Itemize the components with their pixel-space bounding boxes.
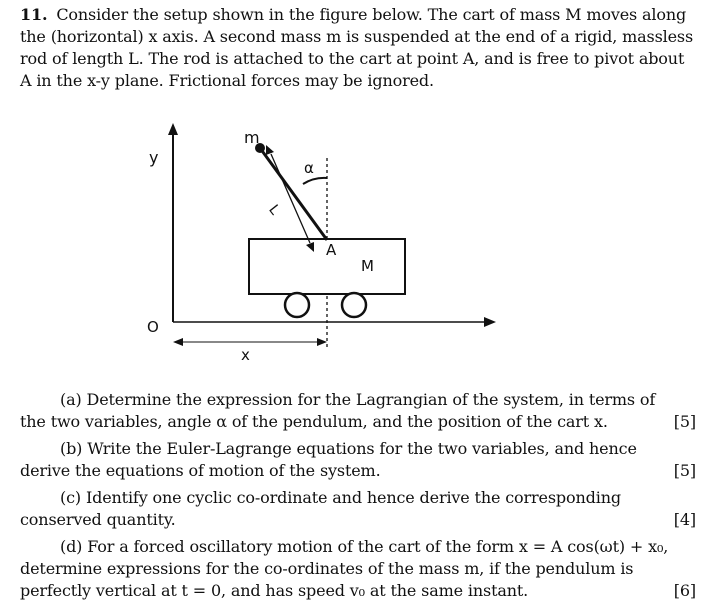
part-b-body xyxy=(20,438,674,482)
question-number: 11. xyxy=(20,5,48,24)
question-part-c xyxy=(20,487,700,531)
question-intro-text: Consider the setup shown in the figure below. The cart of mass M moves along the (horizontal) x axis. A second mass m is suspended at the end of a rigid, massless rod of length L. The rod is attached to the cart at point A, and is free to pivot about A in the x-y plane. Frictional forces may be ignored. xyxy=(20,5,694,90)
part-marks: [6] xyxy=(673,581,696,600)
rod-length-arrowhead-top xyxy=(266,145,274,155)
y-axis-label: y xyxy=(149,148,159,167)
pivot-label: A xyxy=(326,241,337,259)
question-part-a xyxy=(20,389,700,433)
question-intro xyxy=(20,4,700,92)
part-label: (c) xyxy=(60,488,81,507)
question-part-b xyxy=(20,438,700,482)
angle-label: α xyxy=(304,159,314,177)
part-text: Write the Euler-Lagrange equations for the two variables, and hence derive the equations of motion of the system. xyxy=(20,439,637,480)
angle-arc xyxy=(303,178,327,184)
x-distance-arrowhead-right xyxy=(317,338,327,346)
part-text: Identify one cyclic co-ordinate and hence derive the corresponding conserved quantity. xyxy=(20,488,621,529)
x-axis-arrowhead xyxy=(484,317,496,327)
part-marks: [5] xyxy=(673,461,696,480)
part-c-body xyxy=(20,487,674,531)
part-label: (a) xyxy=(60,390,82,409)
cart-pendulum-figure xyxy=(140,118,510,368)
part-text: For a forced oscillatory motion of the cart of the form x = A cos(ωt) + x₀, determine expressions for the co-ordinates of the mass m, if the pendulum is perfectly vertical at t = 0, and has speed v₀ at the same instant. xyxy=(20,537,669,600)
question-part-d xyxy=(20,536,700,602)
figure-svg xyxy=(140,118,510,368)
origin-label: O xyxy=(147,318,159,336)
part-text: Determine the expression for the Lagrangian of the system, in terms of the two variables, angle α of the pendulum, and the position of the cart x. xyxy=(20,390,656,431)
pendulum-rod xyxy=(260,148,327,240)
x-distance-label: x xyxy=(241,346,250,364)
part-label: (b) xyxy=(60,439,83,458)
part-a-body xyxy=(20,389,674,433)
part-label: (d) xyxy=(60,537,83,556)
y-axis-arrowhead xyxy=(168,123,178,135)
cart-wheel-right xyxy=(342,293,366,317)
x-distance-arrowhead-left xyxy=(173,338,183,346)
rod-length-label: L xyxy=(265,201,283,218)
small-mass-label: m xyxy=(244,128,260,147)
part-marks: [4] xyxy=(673,510,696,529)
part-marks: [5] xyxy=(673,412,696,431)
cart-wheel-left xyxy=(285,293,309,317)
part-d-body xyxy=(20,536,674,602)
cart-mass-label: M xyxy=(361,257,374,275)
question-parts xyxy=(20,389,700,607)
